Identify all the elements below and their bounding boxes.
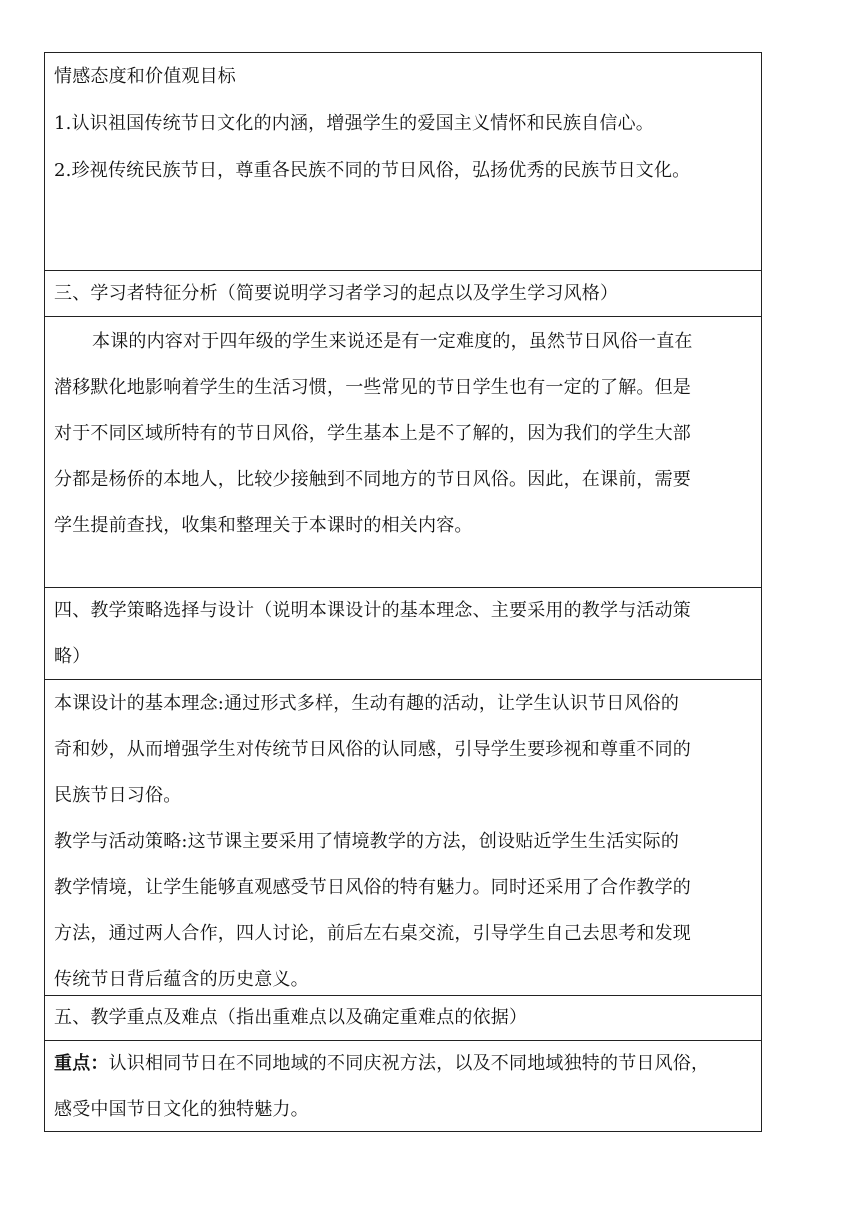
method-line-4: 传统节日背后蕴含的历史意义。 (54, 969, 309, 990)
strategy-heading-cell (45, 588, 761, 680)
strategy-heading-line-1: 四、教学策略选择与设计（说明本课设计的基本理念、主要采用的教学与活动策 (54, 600, 691, 621)
keypoints-content-cell (45, 1041, 761, 1131)
goals-heading: 情感态度和价值观目标 (54, 66, 236, 87)
method-line-1: 教学与活动策略:这节课主要采用了情境教学的方法，创设贴近学生生活实际的 (54, 831, 680, 852)
concept-line-2: 奇和妙，从而增强学生对传统节日风俗的认同感，引导学生要珍视和尊重不同的 (54, 739, 691, 760)
goal-item-1: 1.认识祖国传统节日文化的内涵，增强学生的爱国主义情怀和民族自信心。 (54, 113, 654, 134)
keypoints-heading-cell (45, 996, 761, 1041)
method-line-3: 方法，通过两人合作，四人讨论，前后左右桌交流，引导学生自己去思考和发现 (54, 923, 691, 944)
key-label: 重点： (54, 1053, 109, 1074)
goal-item-2: 2.珍视传统民族节日，尊重各民族不同的节日风俗，弘扬优秀的民族节日文化。 (54, 160, 691, 181)
concept-line-1: 本课设计的基本理念:通过形式多样，生动有趣的活动，让学生认识节日风俗的 (54, 693, 680, 714)
learner-line-3: 对于不同区域所特有的节日风俗，学生基本上是不了解的，因为我们的学生大部 (54, 423, 691, 444)
key-text-1: 认识相同节日在不同地域的不同庆祝方法，以及不同地域独特的节日风俗， (108, 1053, 710, 1074)
learner-content-cell (45, 317, 761, 588)
learner-heading: 三、学习者特征分析（简要说明学习者学习的起点以及学生学习风格） (54, 283, 619, 304)
concept-line-3: 民族节日习俗。 (54, 785, 182, 806)
key-line-1 (54, 1041, 752, 1087)
lesson-plan-table (44, 52, 762, 1132)
learner-heading-cell (45, 271, 761, 317)
strategy-content-cell (45, 680, 761, 996)
key-line-2: 感受中国节日文化的独特魅力。 (54, 1099, 309, 1120)
method-line-2: 教学情境，让学生能够直观感受节日风俗的特有魅力。同时还采用了合作教学的 (54, 877, 691, 898)
learner-line-2: 潜移默化地影响着学生的生活习惯，一些常见的节日学生也有一定的了解。但是 (54, 377, 691, 398)
goals-cell (45, 53, 761, 271)
strategy-heading-line-2: 略） (54, 646, 91, 667)
keypoints-heading: 五、教学重点及难点（指出重难点以及确定重难点的依据） (54, 1007, 528, 1028)
learner-line-4: 分都是杨侨的本地人，比较少接触到不同地方的节日风俗。因此，在课前，需要 (54, 469, 691, 490)
learner-line-5: 学生提前查找，收集和整理关于本课时的相关内容。 (54, 515, 473, 536)
learner-line-1: 本课的内容对于四年级的学生来说还是有一定难度的，虽然节日风俗一直在 (92, 331, 693, 352)
